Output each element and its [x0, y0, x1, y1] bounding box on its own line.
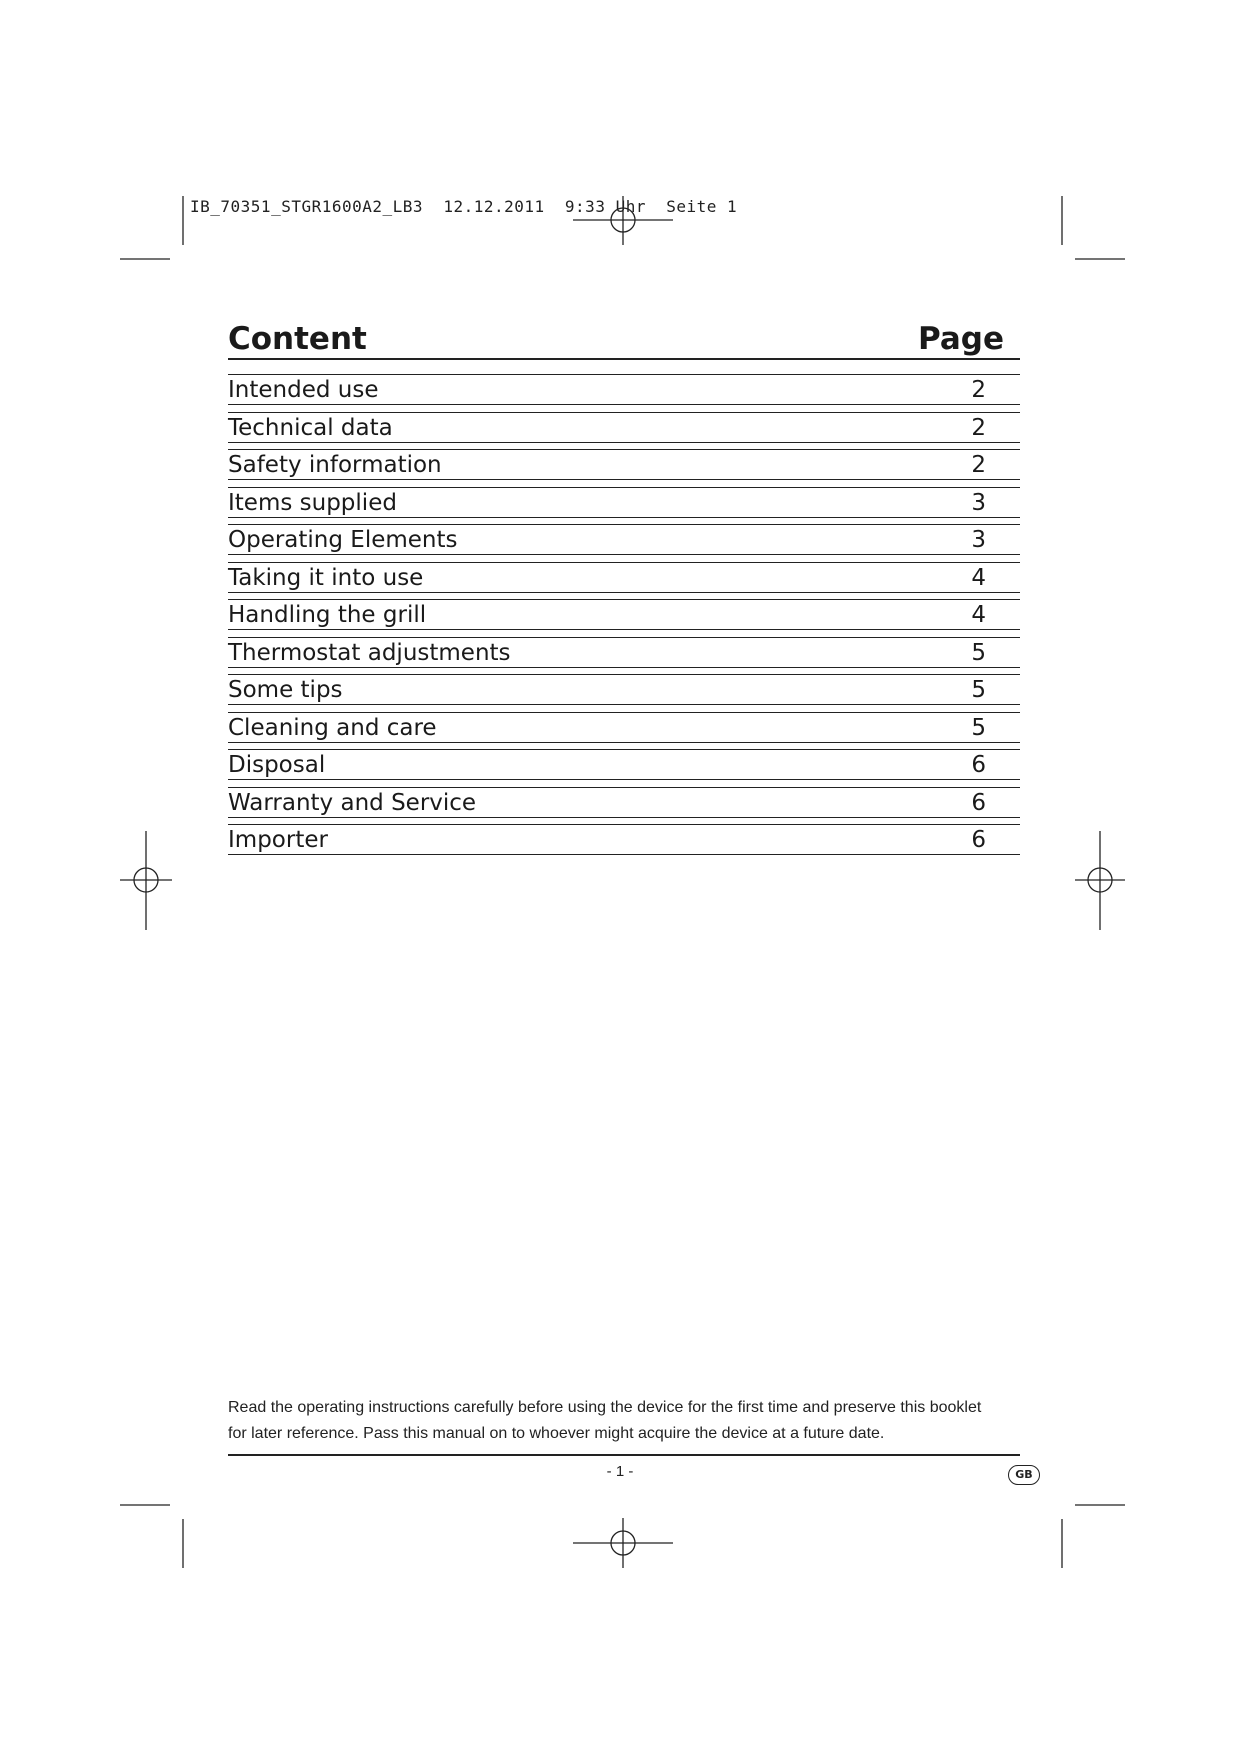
toc-row[interactable] — [228, 712, 1020, 743]
toc-row[interactable] — [228, 487, 1020, 518]
table-of-contents — [228, 318, 1020, 862]
registration-mark-left — [120, 831, 172, 930]
toc-title: Importer — [228, 827, 328, 853]
toc-page: 3 — [971, 489, 986, 516]
toc-row[interactable] — [228, 787, 1020, 818]
toc-title: Operating Elements — [228, 527, 458, 553]
toc-row[interactable] — [228, 824, 1020, 855]
footer-note-line1: Read the operating instructions carefully before using the device for the first time and preserve this booklet — [228, 1399, 982, 1416]
toc-title: Some tips — [228, 677, 343, 703]
toc-title: Thermostat adjustments — [228, 639, 511, 666]
toc-title: Technical data — [228, 414, 393, 441]
toc-page: 5 — [971, 677, 986, 703]
toc-heading-page: Page — [917, 321, 1004, 357]
toc-row[interactable] — [228, 449, 1020, 480]
toc-row[interactable] — [228, 524, 1020, 555]
toc-row[interactable] — [228, 599, 1020, 630]
toc-title: Safety information — [228, 452, 442, 478]
toc-row[interactable] — [228, 749, 1020, 780]
toc-heading-content: Content — [228, 321, 367, 357]
toc-title: Taking it into use — [228, 564, 424, 591]
toc-row[interactable] — [228, 374, 1020, 405]
toc-page: 6 — [971, 789, 986, 816]
registration-mark-right — [1075, 831, 1125, 930]
toc-page: 6 — [971, 827, 986, 853]
toc-page: 5 — [971, 639, 986, 666]
toc-page: 5 — [971, 714, 986, 741]
language-badge: GB — [1008, 1465, 1040, 1485]
toc-title: Items supplied — [228, 489, 397, 516]
toc-page: 2 — [971, 414, 986, 441]
toc-title: Handling the grill — [228, 602, 427, 628]
registration-mark-bottom — [573, 1518, 673, 1568]
toc-page: 2 — [971, 452, 986, 478]
toc-page: 3 — [971, 527, 986, 553]
toc-title: Warranty and Service — [228, 789, 477, 816]
toc-row[interactable] — [228, 637, 1020, 668]
toc-page: 2 — [971, 377, 986, 403]
toc-list — [228, 374, 1020, 855]
toc-row[interactable] — [228, 674, 1020, 705]
print-slug: IB_70351_STGR1600A2_LB3 12.12.2011 9:33 Uhr Seite 1 — [190, 197, 738, 216]
toc-page: 4 — [971, 564, 986, 591]
footer-note — [228, 1395, 1028, 1447]
toc-title: Disposal — [228, 752, 326, 778]
toc-page: 4 — [971, 602, 986, 628]
toc-title: Intended use — [228, 377, 379, 403]
toc-row[interactable] — [228, 412, 1020, 443]
toc-title: Cleaning and care — [228, 714, 437, 741]
page-number: - 1 - — [606, 1463, 634, 1480]
footer-note-line2: for later reference. Pass this manual on to whoever might acquire the device at a future date. — [228, 1425, 885, 1442]
toc-page: 6 — [971, 752, 986, 778]
toc-header — [228, 318, 1020, 360]
footer-divider — [228, 1454, 1020, 1456]
toc-row[interactable] — [228, 562, 1020, 593]
